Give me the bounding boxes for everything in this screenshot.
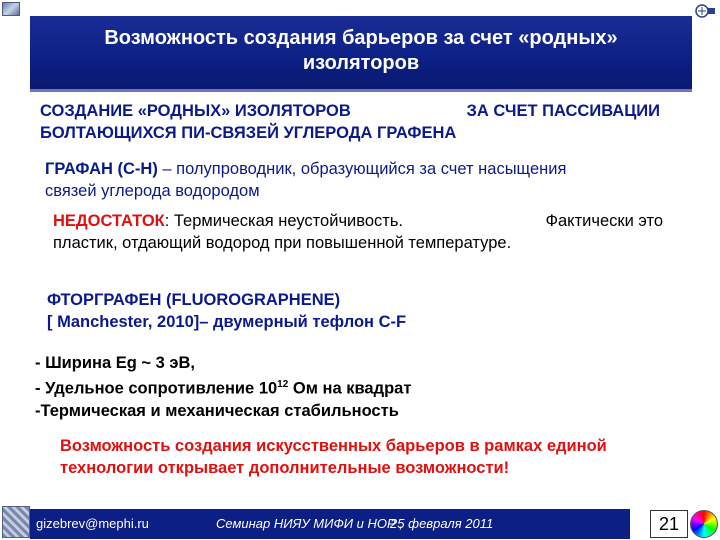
color-wheel-icon <box>690 510 718 538</box>
top-left-logo <box>2 2 20 16</box>
passivation-heading-line-2: БОЛТАЮЩИХСЯ ПИ-СВЯЗЕЙ УГЛЕРОДА ГРАФЕНА <box>40 124 457 142</box>
fluorographene-reference: [ Manchester, 2010]– двумерный тефлон C-F <box>47 313 407 331</box>
properties-list <box>35 352 635 422</box>
fluorographene-paragraph <box>47 289 647 333</box>
graphane-term: ГРАФАН (С-Н) <box>45 160 158 178</box>
graphane-line-1 <box>45 158 685 180</box>
footer-pattern-logo <box>2 506 30 538</box>
passivation-heading-line-1 <box>40 100 660 122</box>
conclusion-paragraph <box>60 435 680 479</box>
passivation-heading-part-1: СОЗДАНИЕ «РОДНЫХ» ИЗОЛЯТОРОВ <box>40 102 351 120</box>
footer-date: 25 февраля 2011 <box>390 516 494 531</box>
graphane-line-2: связей углерода водородом <box>45 182 260 200</box>
drawback-label: НЕДОСТАТОК <box>53 212 165 230</box>
slide-title <box>30 26 692 76</box>
resistivity-text: - Удельное сопротивление 10 <box>35 379 278 398</box>
resistivity-exponent: 12 <box>277 379 289 390</box>
slide-header <box>30 16 692 92</box>
passivation-heading <box>40 100 690 144</box>
drawback-text-b: Фактически это <box>545 212 663 230</box>
footer-email[interactable]: gizebrev@mephi.ru <box>36 516 149 531</box>
drawback-paragraph <box>53 210 663 254</box>
resistivity-unit: Ом на квадрат <box>288 379 412 398</box>
slide-footer <box>0 502 720 540</box>
property-band-gap: - Ширина Eg ~ 3 эВ, <box>35 354 196 372</box>
footer-bar <box>30 509 630 539</box>
property-resistivity <box>35 374 635 400</box>
graphane-definition: – полупроводник, образующийся за счет насыщения <box>157 160 567 178</box>
drawback-line-1 <box>53 210 663 232</box>
drawback-line-2: пластик, отдающий водород при повышенной температуре. <box>53 234 512 252</box>
drawback-text-a: : Термическая неустойчивость. <box>164 212 404 230</box>
footer-seminar: Семинар НИЯУ МИФИ и НОР , <box>216 516 403 531</box>
conclusion-line-2: технологии открывает дополнительные возможности! <box>60 459 510 477</box>
institution-logo-icon <box>694 3 716 19</box>
graphane-paragraph <box>45 158 685 202</box>
title-line-2: изоляторов <box>302 52 420 74</box>
page-number: 21 <box>650 510 688 538</box>
fluorographene-title: ФТОРГРАФЕН (FLUOROGRAPHENE) <box>47 291 341 309</box>
title-line-1: Возможность создания барьеров за счет «родных» <box>104 27 618 49</box>
passivation-heading-part-2: ЗА СЧЕТ ПАССИВАЦИИ <box>466 102 660 120</box>
property-stability: -Термическая и механическая стабильность <box>35 401 399 420</box>
conclusion-line-1: Возможность создания искусственных барьеров в рамках единой <box>60 437 607 455</box>
